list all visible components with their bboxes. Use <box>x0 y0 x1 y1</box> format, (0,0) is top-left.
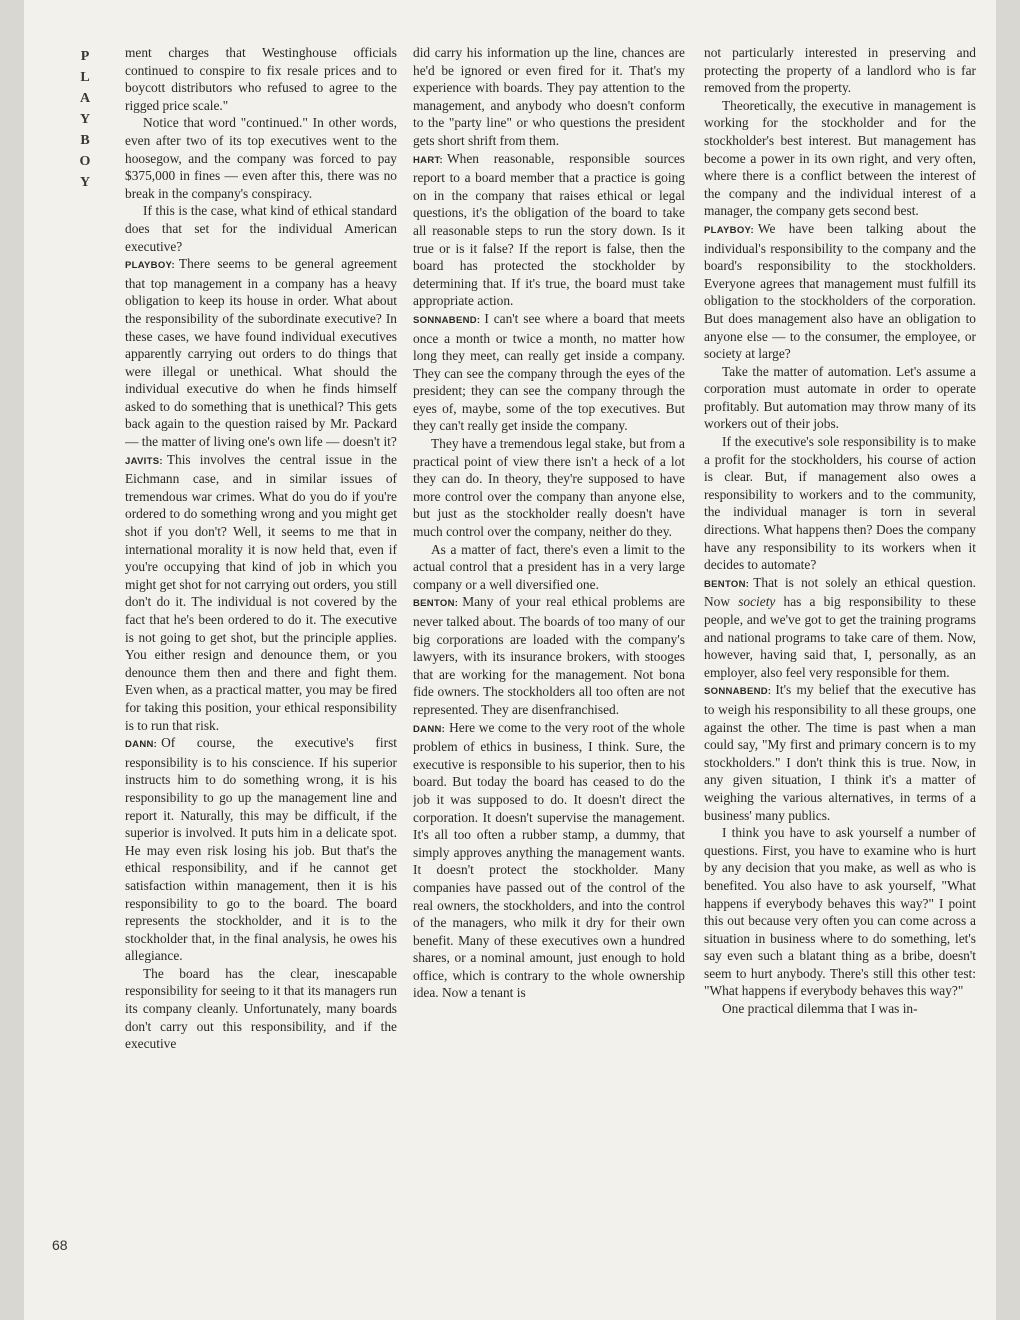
speech-text: When reasonable, responsible sources report to a board member that a practice is going on in the company that raises ethical or legal questions, it's the obligation of the board to take all reasonable steps to run the story down. Is it true or is it false? If the report is false, then the board has protected the stockholder by determining that. If it's true, the board must take appropriate action. <box>413 150 685 309</box>
speech-text: has a big responsibility to these people, and we've got to get the training programs and national programs to take care of them. Now, however, having said that, I, personally, as an employer, also feel very responsible for them. <box>704 594 976 680</box>
dialogue-paragraph <box>413 593 685 718</box>
logo-letter: P <box>80 49 90 64</box>
paragraph: Notice that word "continued." In other words, even after two of its top executives went to the hoosegow, and the company was forced to pay $375,000 in fines — even after this, there was no break in the company's conspiracy. <box>125 115 397 201</box>
dialogue-paragraph <box>413 719 685 1003</box>
paragraph: ment charges that Westinghouse officials continued to conspire to fix resale prices and to boycott distributors who refused to agree to the rigged price scale." <box>125 45 397 113</box>
text-column-1 <box>125 44 397 1259</box>
speaker-label: PLAYBOY: <box>125 260 175 272</box>
logo-letter: L <box>80 70 90 85</box>
speech-text: Of course, the executive's first responsibility is to his conscience. If his superior instructs him to do something wrong, it is his responsibility to go up the management line and report it. Naturally, this may be difficult, if the superior is involved. It puts him in a delicate spot. He may even risk losing his job. But that's the ethical responsibility, and if he cannot get satisfaction within management, then it is his responsibility to go to the board. The board represents the stockholder, and it is to the stockholder that, in the final analysis, he owes his allegiance. <box>125 735 397 964</box>
speech-text: This involves the central issue in the Eichmann case, and in similar issues of tremendous war crimes. What do you do if you're ordered to do something wrong and you might get shot if you don't? Well, it seems to me that in international morality it is now held that, even if you're occupying that kind of job in which you might get shot for not carrying out orders, you still don't do it. The individual is not covered by the fact that he's been ordered to do it. The executive is not going to get shot, but the principle applies. You either resign and denounce them, or you denounce them then and there and fight them. Even when, as a practical matter, you may be fired for taking this position, your ethical responsibility is to run that risk. <box>125 451 397 733</box>
speaker-label: JAVITS: <box>125 455 163 467</box>
speaker-label: PLAYBOY: <box>704 224 754 236</box>
logo-letter: Y <box>79 112 91 127</box>
speaker-label: BENTON: <box>704 578 750 590</box>
dialogue-paragraph <box>125 451 397 735</box>
speech-text: It's my belief that the executive has to weigh his responsibility to all these groups, one against the other. The time is past when a man could say, "My first and primary concern is to my stockholders." I don't think this is true. Now, in any given situation, I think it's a matter of weighing the various alternatives, in terms of a business' many publics. <box>704 682 976 823</box>
paragraph: not particularly interested in preserving and protecting the property of a landlord who is far removed from the property. <box>704 45 976 96</box>
paragraph: Take the matter of automation. Let's assume a corporation must automate in order to operate profitably. But automation may throw many of its workers out of their jobs. <box>704 363 976 432</box>
dialogue-paragraph <box>125 734 397 965</box>
text-column-2 <box>413 44 685 1259</box>
dialogue-paragraph <box>413 150 685 310</box>
speaker-label: BENTON: <box>413 598 459 610</box>
playboy-vertical-logo <box>70 46 100 206</box>
dialogue-paragraph <box>704 220 976 363</box>
speech-text: That is not solely an ethical question. Now <box>704 574 976 610</box>
dialogue-paragraph <box>704 574 976 682</box>
text-column-3 <box>704 44 976 1259</box>
dialogue-paragraph <box>413 310 685 435</box>
paragraph: As a matter of fact, there's even a limit to the actual control that a president has in a very large company or a well diversified one. <box>413 541 685 592</box>
speaker-label: DANN: <box>125 739 158 751</box>
paragraph: One practical dilemma that I was in- <box>722 1001 918 1017</box>
speaker-label: HART: <box>413 154 443 166</box>
speech-text: I can't see where a board that meets once a month or twice a month, no matter how long they meet, can really get inside a company. They can see the company through the eyes of the president; they can see the company through the eyes of, maybe, some of the top executives. But they can't really get inside the company. <box>413 310 685 434</box>
emphasis-text: society <box>738 594 776 610</box>
speaker-label: DANN: <box>413 723 446 735</box>
paragraph: Theoretically, the executive in management is working for the stockholder and for the stockholder's best interest. But management has become a power in its own right, and very often, where there is a conflict between the interest of the company and the individual interest of a manager, the company gets second best. <box>704 97 976 219</box>
speaker-label: SONNABEND: <box>413 314 481 326</box>
logo-letter: A <box>79 91 91 106</box>
paragraph: If this is the case, what kind of ethical standard does that set for the individual American executive? <box>125 203 397 254</box>
speech-text: There seems to be general agreement that top management in a company has a heavy obligation to keep its house in order. What about the responsibility of the subordinate executive? In these cases, we have found individual executives apparently carrying out orders to do things that were illegal or unethical. What should the individual executive do when he finds himself asked to do something that is unethical? This gets back again to the question raised by Mr. Packard — the matter of living one's own life — doesn't it? <box>125 256 397 450</box>
speech-text: We have been talking about the individual's responsibility to the company and the board's responsibility to the stockholders. Everyone agrees that management must fulfill its obligation to the stockholders of the corporation. But does management also have an obligation to anyone else — to the consumer, the employee, or society at large? <box>704 220 976 362</box>
paragraph: The board has the clear, inescapable responsibility for seeing to it that its managers run its company cleanly. Unfortunately, many boards don't carry out this responsibility, and if the executive <box>125 965 397 1052</box>
speech-text: Here we come to the very root of the whole problem of ethics in business, I think. Sure, the executive is responsible to his superior, then to his board. But today the board has ceased to do the job it was supposed to do. It doesn't direct the corporation. It doesn't supervise the management. It's all too often a rubber stamp, a dummy, that simply approves anything the management wants. It doesn't protect the stockholder. Many companies have passed out of the control of the real owners, the stockholders, and into the control of the managers, who milk it dry for their own benefit. Many of these executives own a hundred shares, or a nominal amount, just enough to hold office, which is contrary to the whole ownership idea. Now a tenant is <box>413 719 685 1001</box>
page-number: 68 <box>52 1237 68 1253</box>
paragraph: I think you have to ask yourself a number of questions. First, you have to examine who is hurt by any decision that you make, as well as who is benefited. You also have to ask yourself, "What happens if everybody behaves this way?" I point this out because very often you can come across a situation in business where to do something, let's say even such a blatant thing as a bribe, doesn't seem to hurt anybody. There's still this other test: "What happens if everybody behaves this way?" <box>704 825 976 999</box>
paragraph: did carry his information up the line, chances are he'd be ignored or even fired for it. That's my experience with boards. They pay attention to the management, and anybody who doesn't conform to the "party line" or who questions the president gets short shrift from them. <box>413 45 685 148</box>
paragraph: If the executive's sole responsibility is to make a profit for the stockholders, his course of action is clear. But, if management also owes a responsibility to workers and to the community, the individual manager is torn in several directions. What happens then? Does the company have any responsibility to its workers when it decides to automate? <box>704 434 976 573</box>
paragraph: They have a tremendous legal stake, but from a practical point of view there isn't a heck of a lot they can do. In theory, they're supposed to have more control over the company than anyone else, but just as the stockholder really doesn't have much control over the company, neither do they. <box>413 436 685 540</box>
speaker-label: SONNABEND: <box>704 686 772 698</box>
dialogue-paragraph <box>125 255 397 451</box>
logo-letter: B <box>80 133 90 148</box>
logo-letter: Y <box>79 175 91 190</box>
logo-letter: O <box>79 154 91 169</box>
dialogue-paragraph <box>704 681 976 824</box>
speech-text: Many of your real ethical problems are never talked about. The boards of too many of our big corporations are loaded with the company's lawyers, with its insurance brokers, with stooges that are working for the management. Not bona fide owners. The stockholders all too often are not represented. They are disenfranchised. <box>413 594 685 717</box>
magazine-page <box>24 0 996 1320</box>
